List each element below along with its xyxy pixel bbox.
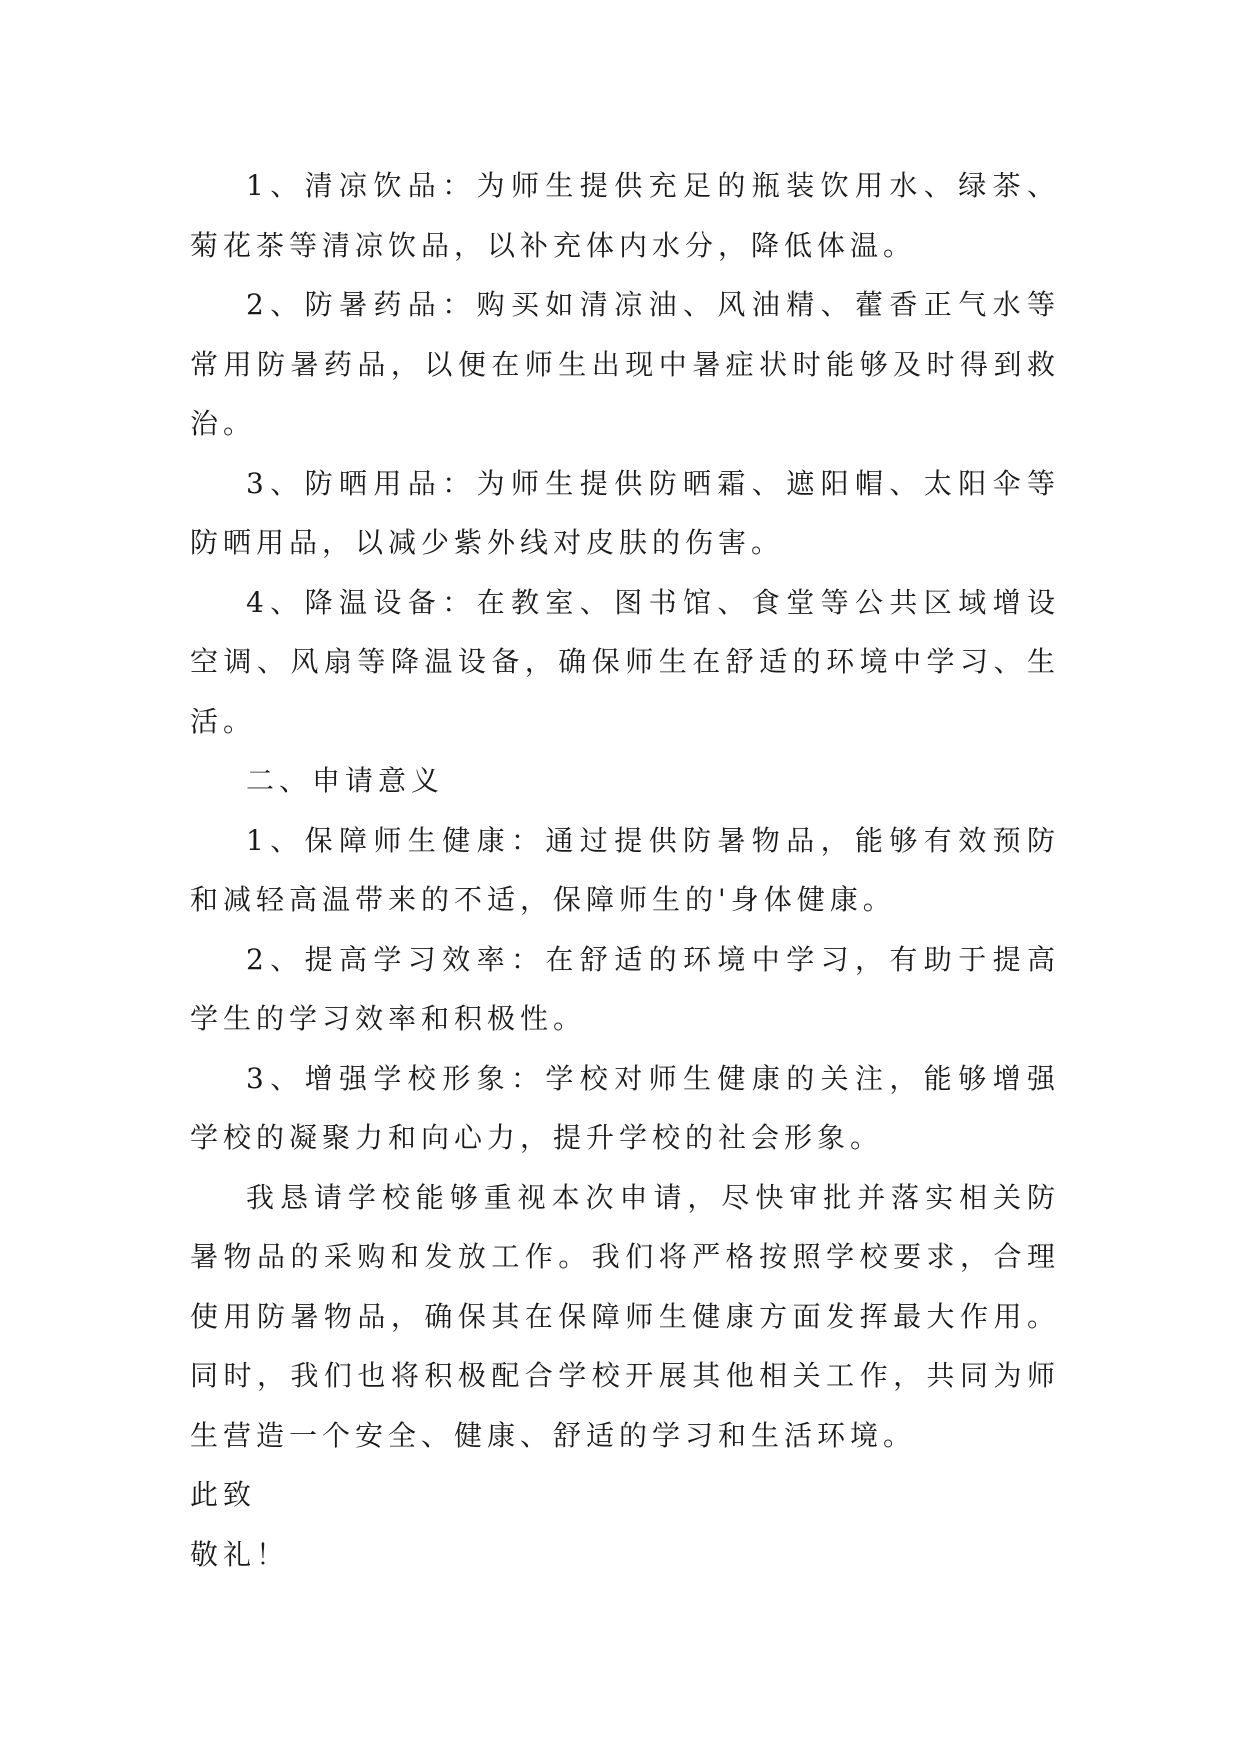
paragraph-school-image: 3、增强学校形象：学校对师生健康的关注，能够增强学校的凝聚力和向心力，提升学校的社会形象。 — [190, 1061, 1060, 1154]
paragraph-sun-protection: 3、防晒用品：为师生提供防晒霜、遮阳帽、太阳伞等防晒用品，以减少紫外线对皮肤的伤害。 — [190, 466, 1060, 559]
paragraph-cooling-equipment: 4、降温设备：在教室、图书馆、食堂等公共区域增设空调、风扇等降温设备，确保师生在舒适的环境中学习、生活。 — [190, 585, 1060, 738]
closing-line: 此致 — [190, 1478, 257, 1511]
paragraph-request: 我恳请学校能够重视本次申请，尽快审批并落实相关防暑物品的采购和发放工作。我们将严格按照学校要求，合理使用防暑物品，确保其在保障师生健康方面发挥最大作用。同时，我们也将积极配合学校开展其他相关工作，共同为师生营造一个安全、健康、舒适的学习和生活环境。 — [190, 1180, 1060, 1452]
paragraph-cool-drinks: 1、清凉饮品：为师生提供充足的瓶装饮用水、绿茶、菊花茶等清凉饮品，以补充体内水分，降低体温。 — [190, 169, 1060, 262]
salutation-line: 敬礼！ — [190, 1537, 290, 1571]
document-body — [190, 156, 1060, 1584]
paragraph-health: 1、保障师生健康：通过提供防暑物品，能够有效预防和减轻高温带来的不适，保障师生的'身体健康。 — [190, 823, 1060, 916]
paragraph-heatstroke-medicine: 2、防暑药品：购买如清凉油、风油精、藿香正气水等常用防暑药品，以便在师生出现中暑症状时能够及时得到救治。 — [190, 288, 1060, 440]
paragraph-efficiency: 2、提高学习效率：在舒适的环境中学习，有助于提高学生的学习效率和积极性。 — [190, 942, 1060, 1035]
section-heading-significance: 二、申请意义 — [246, 764, 445, 797]
